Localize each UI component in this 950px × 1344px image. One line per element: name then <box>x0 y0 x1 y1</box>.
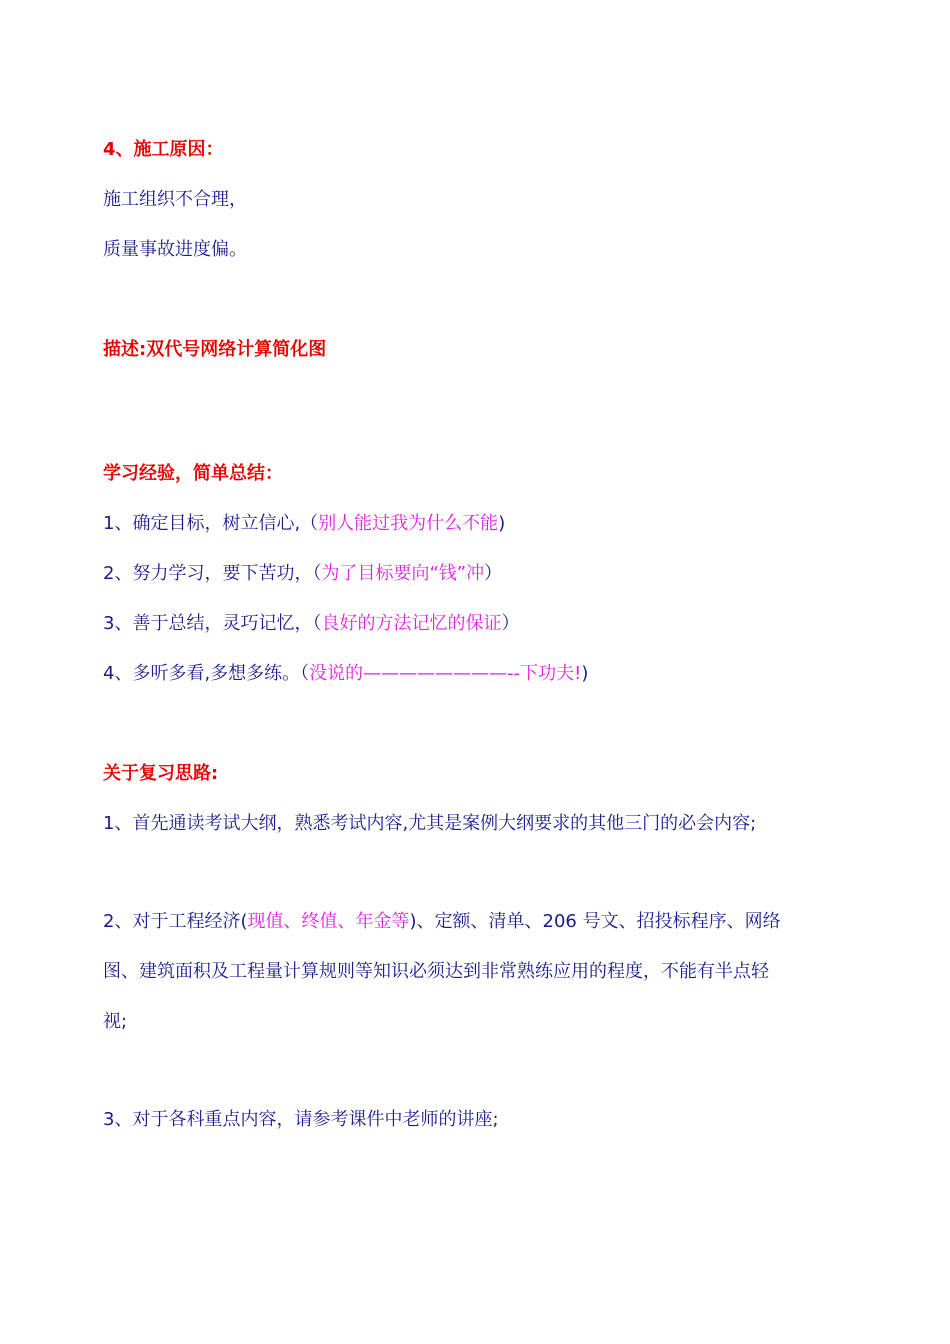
review-heading: 关于复习思路: <box>103 763 219 784</box>
experience-item-3-tail: ） <box>501 613 520 634</box>
experience-item-4-highlight: 没说的————————--下功夫! <box>309 663 582 684</box>
experience-item-2-main: 2、努力学习，要下苦功，（ <box>103 563 322 584</box>
review-item-2-post: )、定额、清单、206 号文、招投标程序、网络 <box>409 911 781 932</box>
review-item-1: 1、首先通读考试大纲，熟悉考试内容,尤其是案例大纲要求的其他三门的必会内容; <box>103 813 757 834</box>
review-item-2-line-3: 视; <box>103 1011 128 1032</box>
review-item-3: 3、对于各科重点内容，请参考课件中老师的讲座; <box>103 1109 499 1130</box>
experience-item-4 <box>103 661 588 687</box>
review-item-2-line-1 <box>103 909 781 935</box>
experience-item-1 <box>103 511 505 537</box>
experience-item-3-main: 3、善于总结，灵巧记忆，（ <box>103 613 322 634</box>
experience-item-4-main: 4、多听多看,多想多练。（ <box>103 663 310 684</box>
experience-item-2-tail: ） <box>484 563 503 584</box>
experience-item-4-tail: ) <box>581 663 589 684</box>
experience-item-1-tail: ) <box>498 513 506 534</box>
construction-line-1: 施工组织不合理， <box>103 189 247 210</box>
experience-item-2 <box>103 561 502 587</box>
review-item-2-line-2: 图、建筑面积及工程量计算规则等知识必须达到非常熟练应用的程度，不能有半点轻 <box>103 961 769 982</box>
experience-heading: 学习经验，简单总结： <box>103 463 283 484</box>
description-heading: 描述:双代号网络计算简化图 <box>103 339 327 360</box>
construction-line-2: 质量事故进度偏。 <box>103 239 247 260</box>
review-item-2-pre: 2、对于工程经济( <box>103 911 248 932</box>
experience-item-2-highlight: 为了目标要向“钱”冲 <box>321 563 485 584</box>
experience-item-1-main: 1、确定目标，树立信心,（ <box>103 513 319 534</box>
experience-item-1-highlight: 别人能过我为什么不能 <box>318 513 499 534</box>
experience-item-3 <box>103 611 519 637</box>
section-heading-construction: 4、施工原因： <box>103 139 224 160</box>
review-item-2-highlight: 现值、终值、年金等 <box>247 911 410 932</box>
experience-item-3-highlight: 良好的方法记忆的保证 <box>321 613 502 634</box>
